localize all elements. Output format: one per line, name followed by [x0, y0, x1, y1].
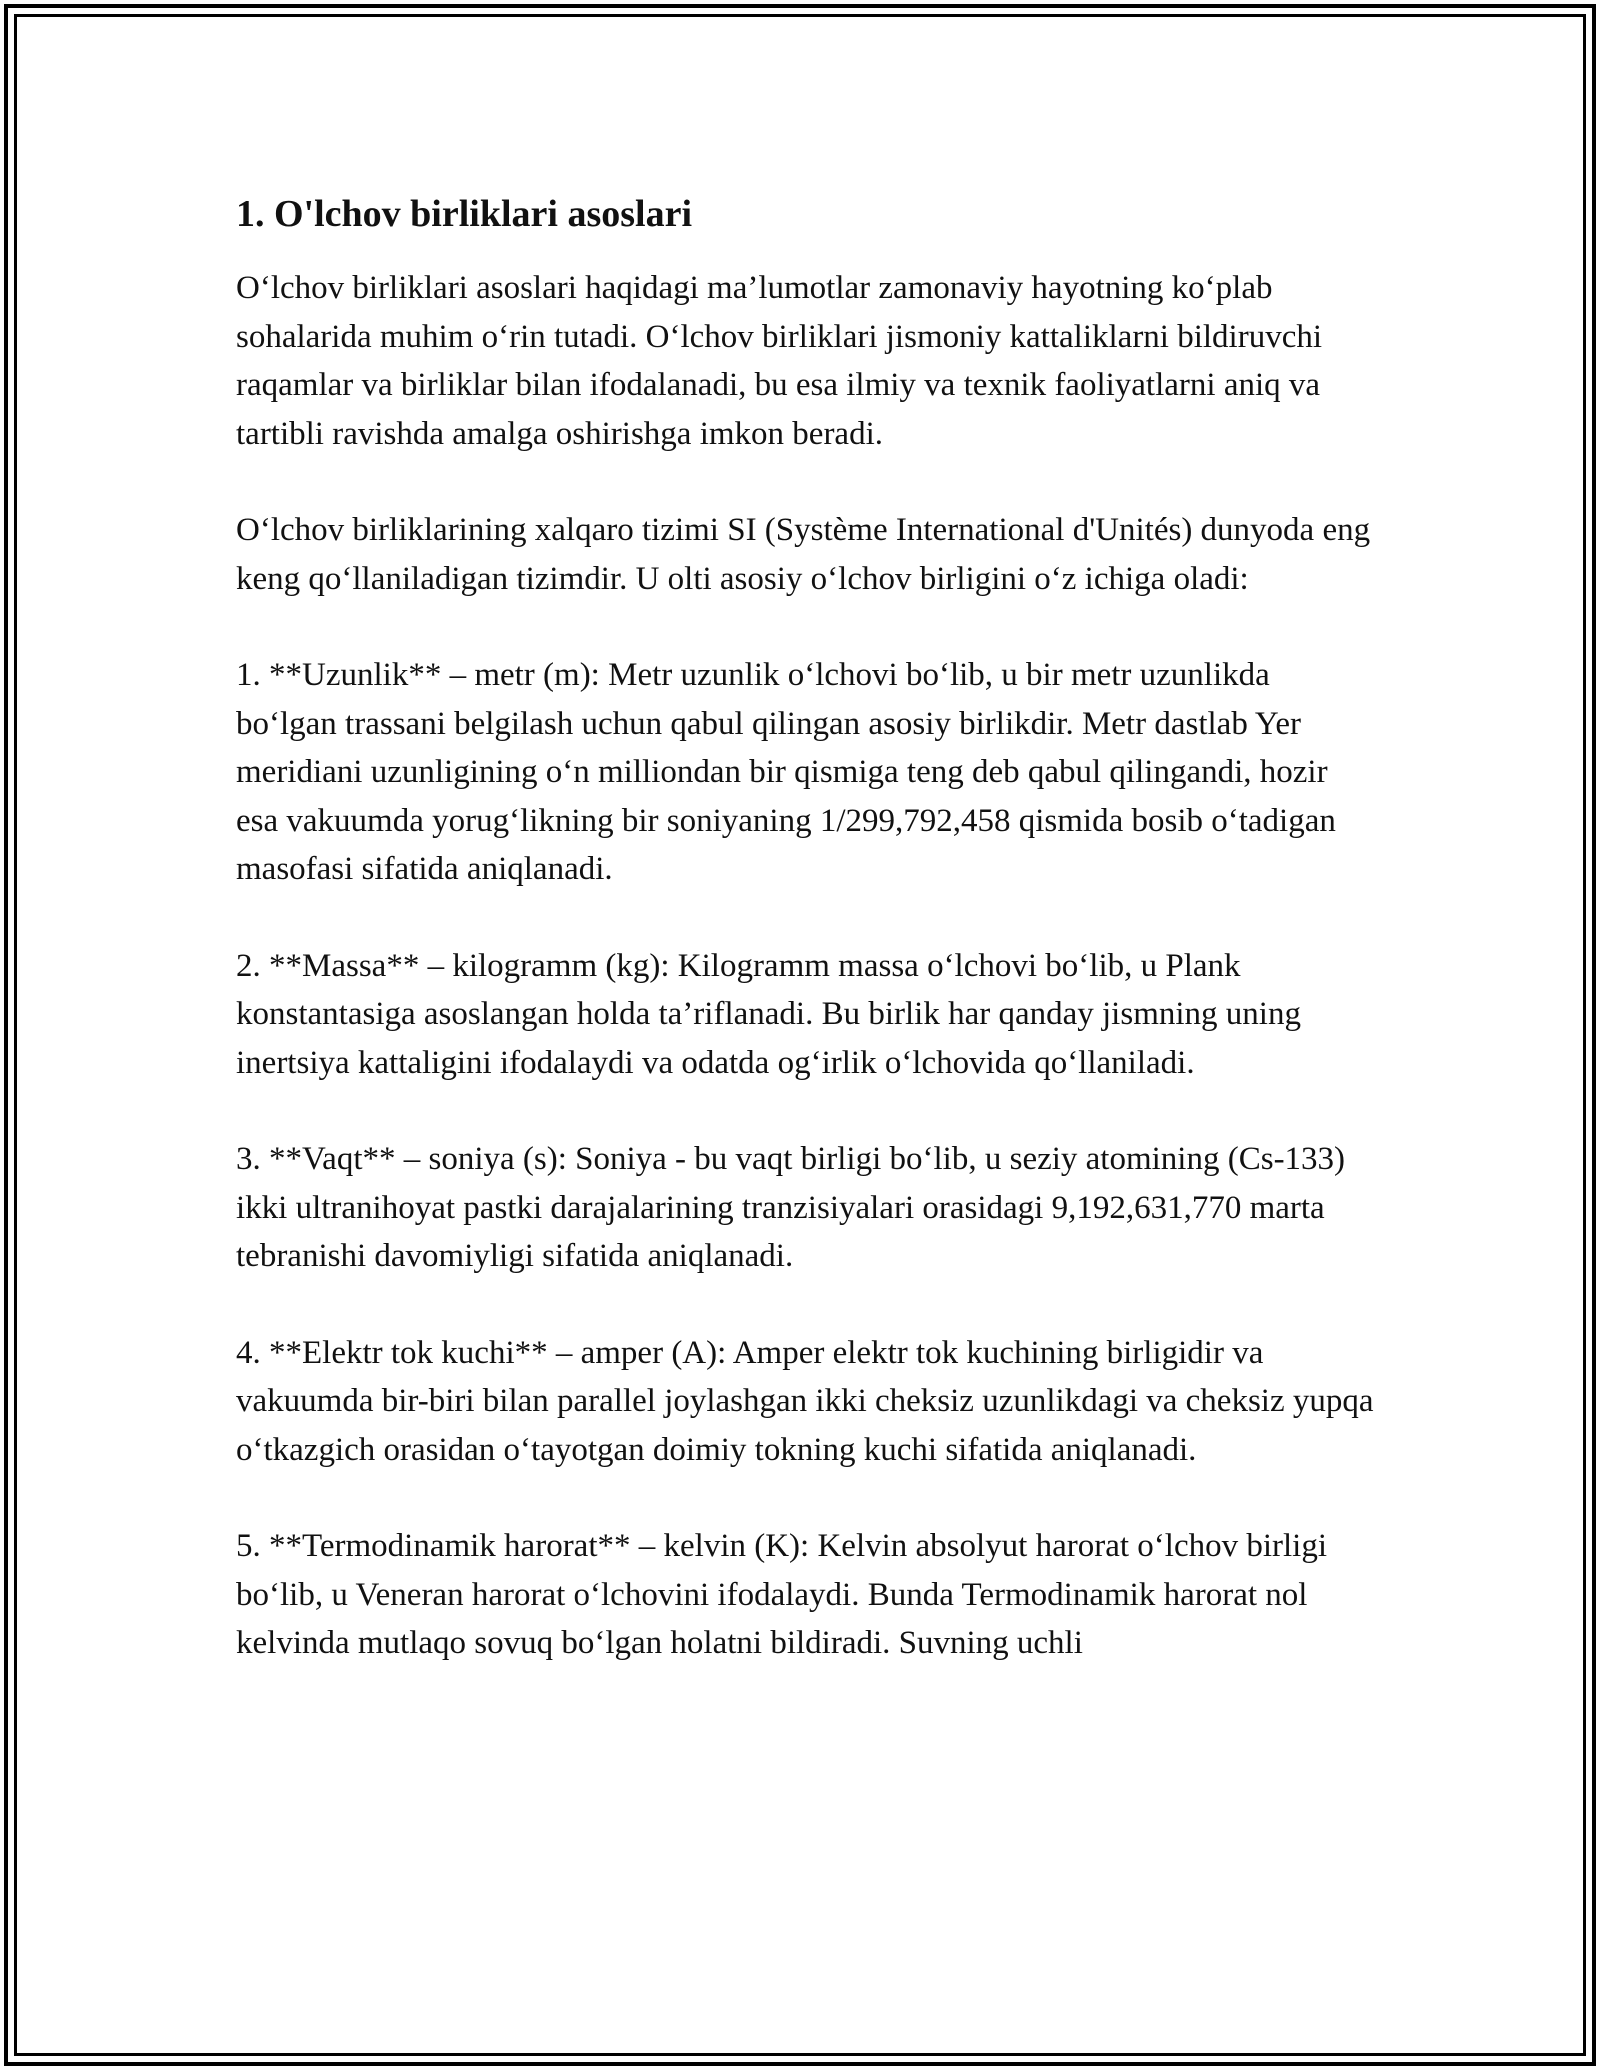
length-unit-paragraph: 1. **Uzunlik** – metr (m): Metr uzunlik o‘lchovi bo‘lib, u bir metr uzunlikda bo‘lgan trassani belgilash uchun qabul qilingan asosiy birlikdir. Metr dastlab Yer meridiani uzunligining o‘n milliondan bir qismiga teng deb qabul qilingandi, hozir esa vakuumda yorug‘likning bir soniyaning 1/299,792,458 qismida bosib o‘tadigan masofasi sifatida aniqlanadi.	[236, 657, 1336, 887]
temperature-unit-paragraph: 5. **Termodinamik harorat** – kelvin (K): Kelvin absolyut harorat o‘lchov birligi bo‘lib, u Veneran harorat o‘lchovini ifodalaydi. Bunda Termodinamik harorat nol kelvinda mutlaqo sovuq bo‘lgan holatni bildiradi. Suvning uchli	[236, 1528, 1328, 1661]
mass-unit-paragraph: 2. **Massa** – kilogramm (kg): Kilogramm massa o‘lchovi bo‘lib, u Plank konstantasiga asoslangan holda ta’riflanadi. Bu birlik har qanday jismning uning inertsiya kattaligini ifodalaydi va odatda og‘irlik o‘lchovida qo‘llaniladi.	[236, 947, 1301, 1081]
section-title: 1. O'lchov birliklari asoslari	[236, 193, 693, 235]
current-unit-paragraph: 4. **Elektr tok kuchi** – amper (A): Amper elektr tok kuchining birligidir va vakuumda bir-biri bilan parallel joylashgan ikki cheksiz uzunlikdagi va cheksiz yupqa o‘tkazgich orasidan o‘tayotgan doimiy tokning kuchi sifatida aniqlanadi.	[236, 1334, 1374, 1468]
document-content	[236, 190, 1376, 1668]
time-unit-paragraph: 3. **Vaqt** – soniya (s): Soniya - bu vaqt birligi bo‘lib, u seziy atomining (Cs-133) ikki ultranihoyat pastki darajalarining tranzisiyalari orasidagi 9,192,631,770 marta tebranishi davomiyligi sifatida aniqlanadi.	[236, 1141, 1346, 1274]
intro-paragraph: O‘lchov birliklari asoslari haqidagi ma’lumotlar zamonaviy hayotning ko‘plab sohalarida muhim o‘rin tutadi. O‘lchov birliklari jismoniy kattaliklarni bildiruvchi raqamlar va birliklar bilan ifodalanadi, bu esa ilmiy va texnik faoliyatlarni aniq va tartibli ravishda amalga oshirishga imkon beradi.	[236, 270, 1323, 452]
si-system-paragraph: O‘lchov birliklarining xalqaro tizimi SI (Système International d'Unités) dunyoda eng keng qo‘llaniladigan tizimdir. U olti asosiy o‘lchov birligini o‘z ichiga oladi:	[236, 512, 1371, 597]
